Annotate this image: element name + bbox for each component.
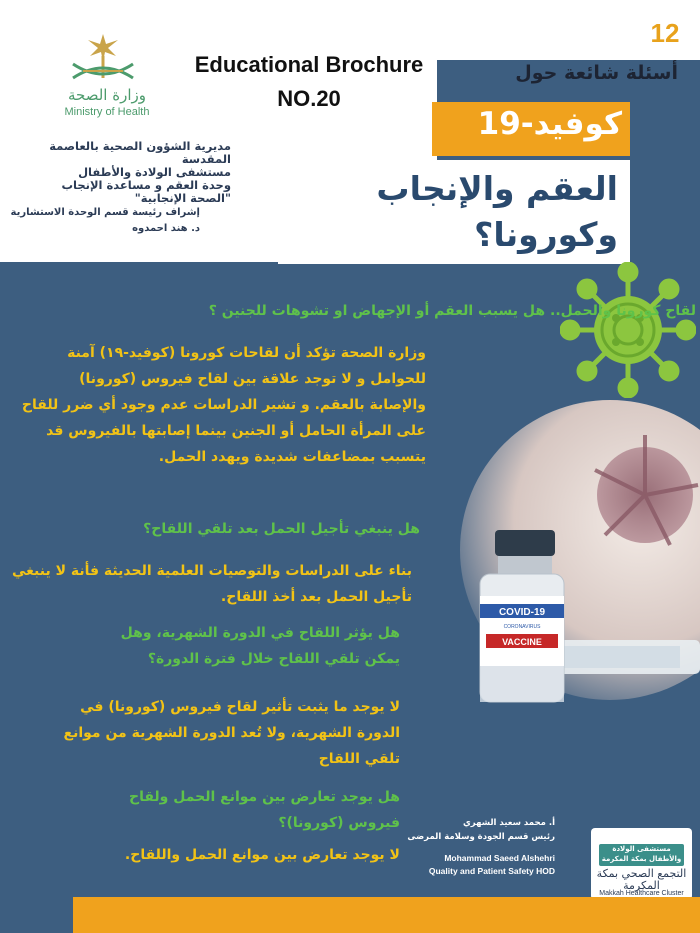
author-name-arabic: أ. محمد سعيد الشهري	[463, 818, 555, 828]
main-title-line2: وكورونا؟	[474, 215, 618, 254]
cluster-logo	[591, 828, 692, 900]
main-title	[290, 166, 618, 258]
answer-3: لا يوجد ما يثبت تأثير لقاح فيروس (كورونا) في الدورة الشهرية، ولا تُعد الدورة الشهرية من موانع تلقي اللقاح	[63, 699, 400, 767]
supervision-block	[0, 205, 200, 237]
supervision-line: إشراف رئيسة قسم الوحدة الاستشارية	[10, 207, 200, 218]
answer-1: وزارة الصحة تؤكد أن لقاحات كورونا (كوفيد-١٩) آمنة للحوامل و لا توجد علاقة بين لقاح فيروس (كورونا) والإصابة بالعقم. و تشير الدراسات عدم وجود أي ضرر للقاح على المرأة الحامل أو الجنين بينما إصابتها بالفيروس قد يتسبب بمضاعفات شديدة ويهدد الحمل.	[21, 345, 426, 465]
author-role-arabic: رئيس قسم الجودة وسلامة المرضى	[407, 832, 555, 842]
author-credit-arabic	[400, 816, 555, 844]
page-number: 12	[650, 18, 680, 48]
directorate-block	[0, 140, 231, 205]
question-4: هل يوجد تعارض بين موانع الحمل ولقاح فيروس (كورونا)؟	[128, 789, 400, 831]
logo-arabic-text: وزارة الصحة	[68, 86, 146, 104]
vial-vaccine-label: VACCINE	[502, 637, 542, 647]
logo-english-text: Ministry of Health	[64, 106, 150, 118]
supervisor-name: د. هند احمدوه	[132, 223, 200, 234]
author-credit-english	[400, 852, 555, 878]
cluster-english-name: Makkah Healthcare Cluster	[599, 890, 684, 897]
answer-2: بناء على الدراسات والتوصيات العلمية الحديثة فأنة لا ينبغي تأجيل الحمل بعد أخذ اللقاح.	[11, 563, 412, 605]
brochure-number: NO.20	[277, 86, 341, 111]
brochure-title-line1: Educational Brochure	[194, 52, 424, 77]
directorate-line: مستشفى الولادة والأطفال	[78, 165, 231, 179]
directorate-line: مديرية الشؤون الصحية بالعاصمة المقدسة	[49, 139, 231, 166]
directorate-line: "الصحة الإنجابية"	[134, 191, 231, 205]
footer-strip	[73, 897, 700, 933]
faq-heading: أسئلة شائعة حول	[515, 62, 678, 84]
answer-4: لا يوجد تعارض بين موانع الحمل واللقاح.	[124, 847, 400, 863]
virus-icon	[560, 262, 696, 398]
vial-sub-label: CORONAVIRUS	[503, 624, 541, 630]
vial-brand-label: COVID-19	[498, 607, 546, 618]
main-title-line1: العقم والإنجاب	[376, 169, 618, 208]
question-1: لقاح كورونا والحمل.. هل يسبب العقم أو الإجهاض او تشوهات للجنين ؟	[208, 303, 696, 319]
question-3: هل يؤثر اللقاح في الدورة الشهرية، وهل يمكن تلقي اللقاح خلال فترة الدورة؟	[120, 625, 400, 667]
cluster-arabic-name: التجمع الصحي بمكة المكرمة	[596, 867, 687, 892]
vaccine-vial-icon	[440, 400, 700, 730]
covid-banner-text: كوفيد-19	[477, 106, 622, 142]
directorate-line: وحدة العقم و مساعدة الإنجاب	[61, 178, 231, 192]
question-2: هل ينبغي تأجيل الحمل بعد تلقي اللقاح؟	[143, 521, 420, 537]
author-role-english: Quality and Patient Safety HOD	[428, 866, 555, 876]
brochure-title	[168, 48, 450, 116]
cluster-band-text: مستشفى الولادة والأطفال بمكة المكرمة	[601, 845, 682, 863]
author-name-english: Mohammad Saeed Alshehri	[444, 853, 555, 863]
